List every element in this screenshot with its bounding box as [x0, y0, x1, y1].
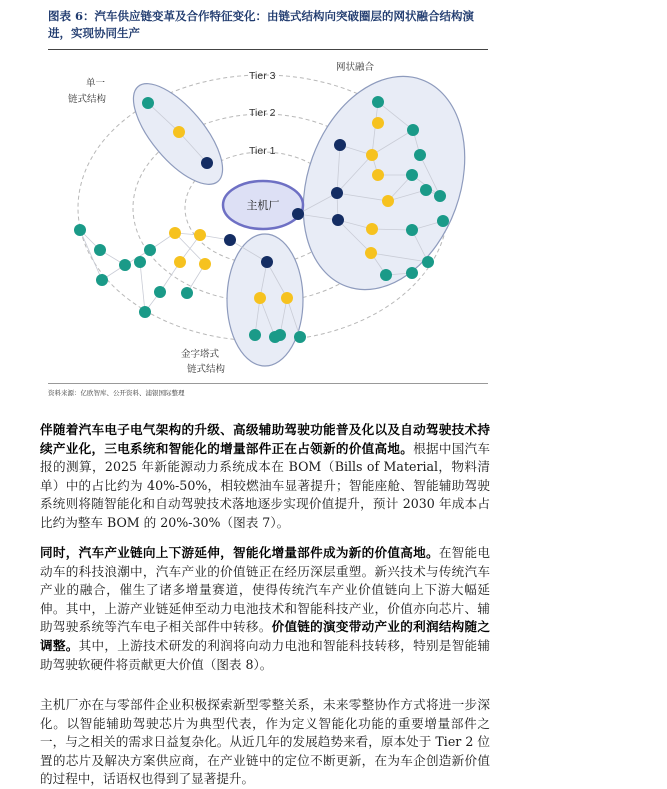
mesh-fusion-label: 网状融合 — [336, 62, 375, 73]
tier3-node — [437, 215, 449, 227]
tier3-node — [406, 169, 418, 181]
tier3-node — [134, 256, 146, 268]
tier2-node — [382, 195, 394, 207]
tier3-node — [154, 286, 166, 298]
single-chain-label-line2: 链式结构 — [68, 94, 107, 105]
tier3-node — [380, 269, 392, 281]
tier1-label: Tier 1 — [249, 145, 276, 157]
bold-lead-sentence: 同时，汽车产业链向上下游延伸，智能化增量部件成为新的价值高地。 — [40, 545, 439, 560]
tier3-node — [144, 244, 156, 256]
figure-title: 图表 6：汽车供应链变革及合作特征变化：由链式结构向突破圈层的网状融合结构演进，实现协同生产 — [48, 9, 475, 40]
tier3-node — [294, 331, 306, 343]
tier3-node — [422, 256, 434, 268]
bold-lead-sentence: 价值链的演变带动产业的利润结构随之调整。 — [40, 619, 491, 653]
left-chain-edges — [80, 230, 230, 312]
tier2-node — [365, 247, 377, 259]
tier1-node — [261, 256, 273, 268]
tier1-node — [331, 187, 343, 199]
tier2-node — [254, 292, 266, 304]
tier2-node — [372, 169, 384, 181]
single-chain-label-line1: 单一 — [86, 78, 106, 89]
tier3-node — [406, 224, 418, 236]
tier1-node — [224, 234, 236, 246]
oem-label: 主机厂 — [246, 199, 280, 212]
tier1-node — [332, 214, 344, 226]
tier3-node — [414, 149, 426, 161]
tier3-node — [249, 329, 261, 341]
body-text: 根据中国汽车报的测算，2025 年新能源动力系统成本在 BOM（Bills of Material，物料清单）中的占比约为 40%-50%，相较燃油车显著提升；智能座舱、智能辅助驾驶系统则将随智能化和自动驾驶技术落地逐步实现价值提升，预计 2030 年成本占比约为整车 BOM 的 20%-30%（图表 7）。 — [40, 440, 491, 530]
tier3-node — [96, 274, 108, 286]
tier3-node — [372, 96, 384, 108]
tier2-node — [174, 256, 186, 268]
tier2-node — [372, 117, 384, 129]
pyramid-chain-label-line1: 金字塔式 — [181, 349, 220, 360]
tier2-node — [194, 229, 206, 241]
pyramid-chain-label-line2: 链式结构 — [187, 364, 226, 375]
tier3-label: Tier 3 — [249, 70, 276, 82]
tier2-node — [281, 292, 293, 304]
bold-lead-sentence: 伴随着汽车电子电气架构的升级、高级辅助驾驶功能普及化以及自动驾驶技术持续产业化，三电系统和智能化的增量部件正在占领新的价值高地。 — [40, 422, 490, 456]
tier2-node — [366, 223, 378, 235]
paragraph-value-highland — [40, 421, 490, 533]
tier2-node — [199, 258, 211, 270]
tier3-node — [420, 184, 432, 196]
tier2-node — [173, 126, 185, 138]
tier2-label: Tier 2 — [249, 107, 276, 119]
body-text: 主机厂亦在与零部件企业积极探索新型零整关系，未来零整协作方式将进一步深化。以智能辅助驾驶芯片为典型代表，作为定义智能化功能的重要增量部件之一，与之相关的需求日益复杂化。从近几年的发展趋势来看，原本处于 Tier 2 位置的芯片及解决方案供应商，在产业链中的定位不断更新，在为车企创造新价值的过程中，话语权也得到了显著提升。 — [40, 697, 490, 787]
source-divider — [48, 383, 488, 384]
tier3-node — [434, 190, 446, 202]
paragraph-oem-supplier-relations — [40, 696, 490, 789]
tier3-node — [407, 124, 419, 136]
tier1-node — [334, 139, 346, 151]
tier2-node — [169, 227, 181, 239]
tier3-node — [74, 224, 86, 236]
tier3-node — [406, 267, 418, 279]
figure-source: 资料来源：亿欧智库、公开资料、浦银国际整理 — [48, 389, 185, 397]
tier3-node — [139, 306, 151, 318]
tier1-node — [201, 157, 213, 169]
tier3-node — [119, 259, 131, 271]
tier3-node — [142, 97, 154, 109]
body-text: 其中，上游技术研发的利润将向动力电池和智能科技转移，特别是智能辅助驾驶软硬件将贡献更大价值（图表 8）。 — [40, 637, 491, 672]
tier3-node — [94, 244, 106, 256]
tier2-node — [366, 149, 378, 161]
paragraph-value-chain-extension — [40, 544, 490, 674]
body-text: 在智能电动车的科技浪潮中，汽车产业的价值链正在经历深层重塑。新兴技术与传统汽车产业的融合，催生了诸多增量赛道，使得传统汽车产业价值链向上下游大幅延伸。其中，上游产业链延伸至动力电池技术和智能科技产业，价值亦向芯片、辅助驾驶系统等汽车电子相关部件中转移。 — [40, 545, 491, 635]
tier1-node — [292, 208, 304, 220]
tier3-node — [181, 287, 193, 299]
tier3-node — [274, 329, 286, 341]
